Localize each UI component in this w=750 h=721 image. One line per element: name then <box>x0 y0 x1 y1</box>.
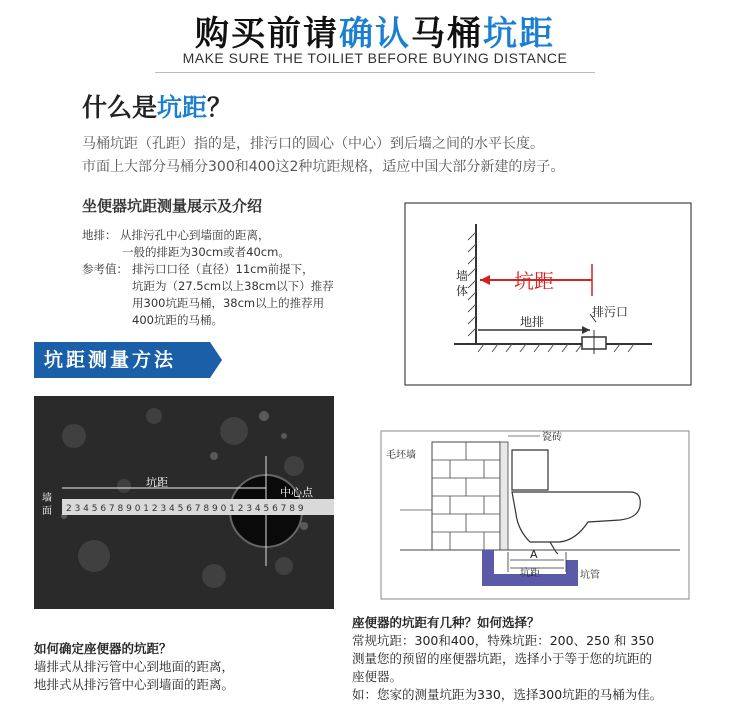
header-divider <box>155 72 595 73</box>
photo-distance-label: 坑距 <box>146 476 168 489</box>
diagram-frame <box>405 203 691 385</box>
wall-toilet-diagram <box>380 430 690 600</box>
intro-line-2: 市面上大部分马桶分300和400这2种坑距规格，适应中国大部分新建的房子。 <box>82 159 565 175</box>
bottom-right-line-3: 座便器。 <box>352 669 403 684</box>
measurement-photo <box>34 396 334 609</box>
method-band-tip <box>210 342 222 378</box>
bottom-left-block <box>34 640 234 694</box>
method-band: 坑距测量方法 <box>34 342 210 378</box>
measure-ref-line-2: 坑距为（27.5cm以上38cm以下）推荐 <box>132 279 334 293</box>
intro-heading-prefix: 什么是 <box>82 93 158 122</box>
pipe-label: 坑管 <box>580 570 600 581</box>
title-part3: 马桶 <box>411 14 483 54</box>
a-label: A <box>530 548 538 561</box>
blank-wall-label: 毛坯墙 <box>386 450 416 461</box>
floor-drain-diagram <box>404 202 692 386</box>
title-part2: 确认 <box>339 14 411 54</box>
page-title <box>0 6 750 55</box>
measure-floor-line-2: 一般的排距为30cm或者40cm。 <box>122 245 290 259</box>
title-part4: 坑距 <box>483 14 555 54</box>
ruler-digits: 2 3 4 5 6 7 8 9 0 1 2 3 4 5 6 7 8 9 0 1 2 3 4 5 6 7 8 9 <box>66 504 304 514</box>
toilet-tank <box>512 450 548 490</box>
intro-line-1: 马桶坑距（孔距）指的是，排污口的圆心（中心）到后墙之间的水平长度。 <box>82 136 544 152</box>
wall-label-1: 墙 <box>456 269 469 283</box>
intro-heading-highlight: 坑距 <box>157 93 208 122</box>
tile-strip <box>500 442 508 550</box>
page-subtitle: MAKE SURE THE TOILIET BEFORE BUYING DISTANCE <box>182 50 568 66</box>
photo-wall-label: 墙 <box>42 493 52 504</box>
photo-center-label: 中心点 <box>280 486 313 499</box>
diagram2-distance-label: 坑距 <box>520 568 540 579</box>
bottom-left-heading: 如何确定座便器的坑距？ <box>34 641 172 656</box>
outlet-label: 排污口 <box>592 305 629 319</box>
intro-heading <box>82 88 232 124</box>
bottom-left-line-1: 墙排式从排污管中心到地面的距离， <box>34 659 235 674</box>
measure-ref-line-3: 用300坑距马桶，38cm以上的推荐用 <box>132 296 325 310</box>
floor-drain-label: 地排 <box>520 315 545 329</box>
tile-label: 瓷砖 <box>542 432 562 443</box>
measure-ref-label: 参考值： <box>82 262 128 276</box>
bottom-right-line-4: 如：您家的测量坑距为330，选择300坑距的马桶为佳。 <box>352 687 663 702</box>
photo-wall-label-2: 面 <box>42 506 52 517</box>
photo-scene <box>34 396 334 609</box>
bottom-left-line-2: 地排式从排污管中心到墙面的距离。 <box>34 677 235 692</box>
measure-floor-label: 地排： <box>82 228 117 242</box>
bottom-right-line-1: 常规坑距：300和400，特殊坑距：200、250 和 350 <box>352 633 655 648</box>
bottom-right-line-2: 测量您的预留的座便器坑距，选择小于等于您的坑距的 <box>352 651 653 666</box>
measure-floor-line-1: 从排污孔中心到墙面的距离， <box>120 228 270 242</box>
measure-ref-line-1: 排污口口径（直径）11cm前提下， <box>132 262 314 276</box>
title-part1: 购买前请 <box>195 14 339 54</box>
intro-heading-suffix: ？ <box>207 93 233 122</box>
measure-heading: 坐便器坑距测量展示及介绍 <box>82 197 263 215</box>
bottom-right-block <box>352 614 662 704</box>
measure-ref-line-4: 400坑距的马桶。 <box>132 313 223 327</box>
bottom-right-heading: 座便器的坑距有几种？如何选择？ <box>352 615 540 630</box>
wall-label-2: 体 <box>456 284 469 298</box>
distance-label: 坑距 <box>514 269 554 293</box>
